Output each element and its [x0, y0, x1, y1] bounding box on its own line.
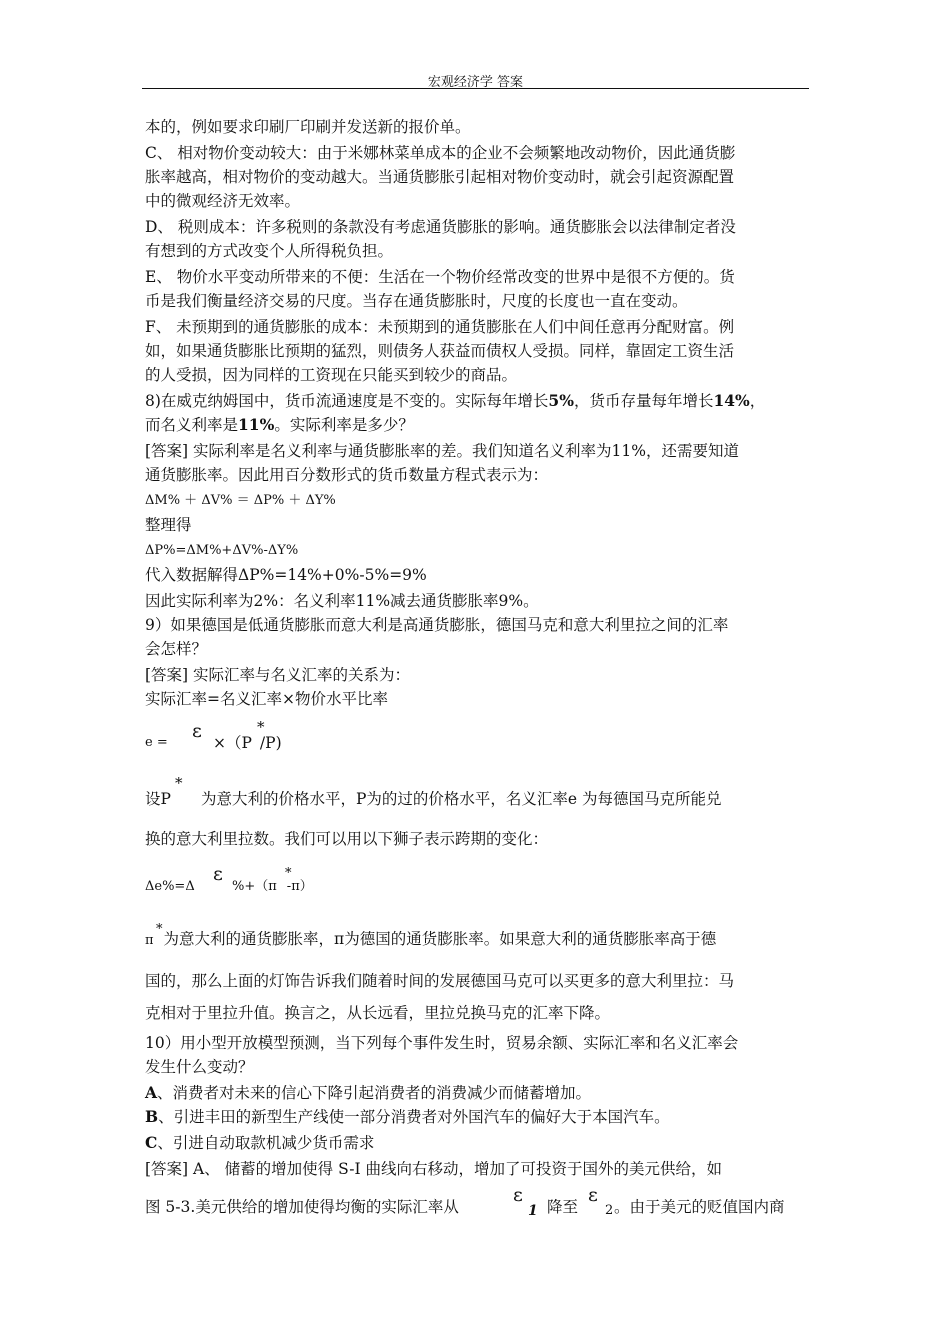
question-9-line-2: 会怎样？ [145, 640, 208, 658]
text-line: 的人受损，因为同样的工资现在只能买到较少的商品。 [145, 366, 518, 384]
equation-1: ΔM% ＋ ΔV% ＝ ΔP% ＋ ΔY% [145, 493, 336, 508]
text-line: 如，如果通货膨胀比预期的猛烈，则债务人获益而债权人受损。同样，靠固定工资生活 [145, 342, 735, 360]
question-10-line-1: 10）用小型开放模型预测，当下列每个事件发生时，贸易余额、实际汇率和名义汇率会 [145, 1034, 739, 1052]
text-line: 本的，例如要求印刷厂印刷并发送新的报价单。 [145, 118, 471, 136]
equation-4: Δe%=Δ [145, 879, 195, 894]
answer-line: 图 5-3.美元供给的增加使得均衡的实际汇率从 [145, 1198, 459, 1216]
subscript: 1 [528, 1203, 538, 1219]
header-rule [142, 88, 809, 89]
subscript: 2 [605, 1203, 614, 1218]
answer-fragment: 。由于美元的贬值国内商 [614, 1198, 785, 1216]
text-line: 胀率越高，相对物价的变动越大。当通货膨胀引起相对物价变动时，就会引起资源配置 [145, 168, 735, 186]
answer-line: 整理得 [145, 516, 192, 534]
epsilon-symbol: ε [588, 1184, 598, 1206]
answer-line: [答案] 实际利率是名义利率与通货膨胀率的差。我们知道名义利率为11%，还需要知道 [145, 442, 739, 460]
text-line: C、 相对物价变动较大：由于米娜林菜单成本的企业不会频繁地改动物价，因此通货膨 [145, 144, 736, 162]
answer-line: [答案] 实际汇率与名义汇率的关系为： [145, 666, 411, 684]
question-10-item-c: C、引进自动取款机减少货币需求 [145, 1133, 375, 1152]
text-line: 中的微观经济无效率。 [145, 192, 301, 210]
question-10-item-a: A、消费者对未来的信心下降引起消费者的消费减少而储蓄增加。 [145, 1083, 592, 1102]
answer-line: 克相对于里拉升值。换言之，从长远看，里拉兑换马克的汇率下降。 [145, 1004, 611, 1022]
text-line: 有想到的方式改变个人所得税负担。 [145, 242, 394, 260]
text-line: D、 税则成本：许多税则的条款没有考虑通货膨胀的影响。通货膨胀会以法律制定者没 [145, 218, 736, 236]
equation-3-tail: ×（P /P) [213, 734, 282, 752]
equation-3: e = [145, 735, 168, 750]
star-superscript: * [175, 774, 183, 792]
epsilon-symbol: ε [513, 1184, 523, 1206]
answer-line: π 为意大利的通货膨胀率，π为德国的通货膨胀率。如果意大利的通货膨胀率高于德 [145, 930, 717, 948]
equation-2: ΔP%=ΔM%+ΔV%-ΔY% [145, 543, 299, 558]
answer-line: 代入数据解得ΔP%=14%+0%-5%=9% [145, 566, 427, 584]
answer-line: 设P 为意大利的价格水平，P为的过的价格水平，名义汇率e 为每德国马克所能兑 [145, 790, 722, 808]
answer-line: 换的意大利里拉数。我们可以用以下狮子表示跨期的变化： [145, 830, 549, 848]
epsilon-symbol: ε [192, 720, 202, 742]
answer-line: 通货膨胀率。因此用百分数形式的货币数量方程式表示为： [145, 466, 549, 484]
answer-fragment: 降至 [547, 1198, 579, 1216]
answer-line: [答案] A、 储蓄的增加使得 S-I 曲线向右移动，增加了可投资于国外的美元供给，如 [145, 1160, 723, 1178]
answer-line: 因此实际利率为2%：名义利率11%减去通货膨胀率9%。 [145, 592, 539, 610]
star-superscript: * [156, 922, 163, 937]
answer-line: 实际汇率=名义汇率×物价水平比率 [145, 690, 388, 708]
page-header: 宏观经济学 答案 [427, 75, 524, 90]
equation-4-tail: %+（π -π） [232, 879, 313, 894]
text-line: 币是我们衡量经济交易的尺度。当存在通货膨胀时，尺度的长度也一直在变动。 [145, 292, 688, 310]
question-8-line-1: 8)在威克纳姆国中，货币流通速度是不变的。实际每年增长5%，货币存量每年增长14%， [145, 391, 766, 410]
question-10-line-2: 发生什么变动？ [145, 1058, 254, 1076]
epsilon-symbol: ε [213, 863, 223, 885]
text-line: F、 未预期到的通货膨胀的成本：未预期到的通货膨胀在人们中间任意再分配财富。例 [145, 318, 735, 336]
question-9-line-1: 9）如果德国是低通货膨胀而意大利是高通货膨胀，德国马克和意大利里拉之间的汇率 [145, 616, 729, 634]
text-line: E、 物价水平变动所带来的不便：生活在一个物价经常改变的世界中是很不方便的。货 [145, 268, 735, 286]
question-8-line-2: 而名义利率是11%。实际利率是多少？ [145, 415, 414, 434]
star-superscript: * [285, 866, 292, 881]
star-superscript: * [257, 718, 265, 736]
question-10-item-b: B、引进丰田的新型生产线使一部分消费者对外国汽车的偏好大于本国汽车。 [145, 1107, 670, 1126]
answer-line: 国的，那么上面的灯饰告诉我们随着时间的发展德国马克可以买更多的意大利里拉：马 [145, 972, 735, 990]
